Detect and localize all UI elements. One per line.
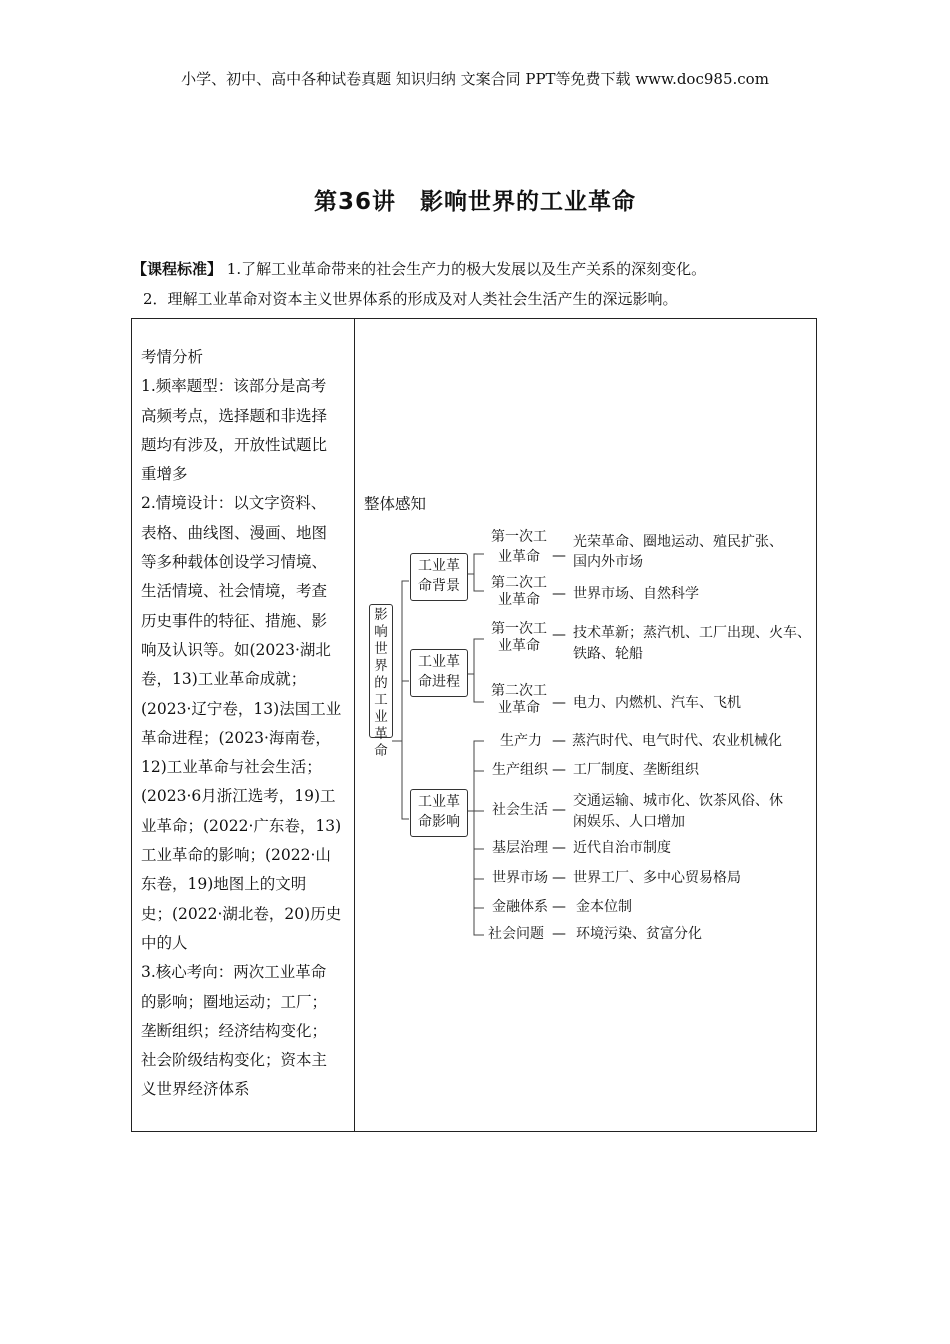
dash: — <box>552 899 566 915</box>
analysis-line: 1.频率题型：该部分是高考 <box>141 377 327 396</box>
analysis-line: 义世界经济体系 <box>141 1080 250 1099</box>
impact-value: 蒸汽时代、电气时代、农业机械化 <box>572 733 782 749</box>
analysis-heading: 考情分析 <box>141 348 204 366</box>
analysis-line: 历史事件的特征、措施、影 <box>141 611 328 630</box>
analysis-line: 2.情境设计：以文字资料、 <box>141 494 327 513</box>
dash: — <box>552 548 566 564</box>
dash: — <box>552 802 566 818</box>
impact-key: 社会生活 <box>492 802 548 818</box>
root-label: 影响世界的工业革命 <box>374 607 388 759</box>
analysis-line: 题均有涉及，开放性试题比 <box>141 435 328 454</box>
analysis-line: 垄断组织；经济结构变化； <box>141 1021 328 1040</box>
analysis-line: 等多种载体创设学习情境、 <box>141 553 328 572</box>
analysis-line: 革命进程；(2023·海南卷， <box>141 728 331 747</box>
impact-value: 金本位制 <box>576 899 632 915</box>
node-background <box>410 553 468 601</box>
analysis-line: 高频考点，选择题和非选择 <box>141 406 328 425</box>
impact-value: 世界工厂、多中心贸易格局 <box>573 870 741 886</box>
pr-second-label: 第二次工业革命 <box>491 683 547 716</box>
dash: — <box>552 627 566 643</box>
impact-key: 基层治理 <box>492 840 548 856</box>
impact-key: 世界市场 <box>492 870 548 886</box>
node-background-label: 工业革命背景 <box>418 558 460 594</box>
analysis-line: 业革命；(2022·广东卷，13) <box>141 816 342 835</box>
node-progress <box>410 649 468 697</box>
dash: — <box>552 926 566 942</box>
impact-value: 工厂制度、垄断组织 <box>573 762 699 778</box>
impact-key: 金融体系 <box>492 899 548 915</box>
dash: — <box>552 733 566 749</box>
node-progress-label: 工业革命进程 <box>418 654 460 690</box>
analysis-line: (2023·辽宁卷，13)法国工业 <box>141 699 342 718</box>
analysis-line: 12)工业革命与社会生活； <box>141 758 322 777</box>
page-header: 小学、初中、高中各种试卷真题 知识归纳 文案合同 PPT等免费下载 www.doc985.com <box>181 70 769 88</box>
analysis-line: 的影响；圈地运动；工厂； <box>141 992 328 1011</box>
analysis-line: 重增多 <box>141 465 188 484</box>
pr-first-text1: 技术革新；蒸汽机、工厂出现、火车、 <box>573 625 811 641</box>
curriculum-standard-2: 2．理解工业革命对资本主义世界体系的形成及对人类社会生活产生的深远影响。 <box>143 290 678 308</box>
analysis-line: 社会阶级结构变化；资本主 <box>141 1051 328 1070</box>
analysis-line: 史；(2022·湖北卷，20)历史 <box>141 904 342 923</box>
impact-value: 近代自治市制度 <box>573 840 671 856</box>
pr-first-label: 第一次工业革命 <box>491 621 547 654</box>
content-table <box>131 318 817 1132</box>
bg-first-text2: 国内外市场 <box>573 554 643 570</box>
analysis-line: 3.核心考向：两次工业革命 <box>141 963 327 982</box>
pr-second-text: 电力、内燃机、汽车、飞机 <box>573 695 741 711</box>
analysis-line: 东卷，19)地图上的文明 <box>141 875 307 894</box>
analysis-line: (2023·6月浙江选考，19)工 <box>141 787 336 806</box>
impact-key: 社会问题 <box>488 926 544 942</box>
pr-first-text2: 铁路、轮船 <box>573 646 643 662</box>
analysis-line: 工业革命的影响；(2022·山 <box>141 846 331 865</box>
mindmap-connectors <box>132 319 818 1133</box>
bg-second-text: 世界市场、自然科学 <box>573 586 699 602</box>
dash: — <box>552 762 566 778</box>
analysis-line: 中的人 <box>141 933 188 952</box>
node-impact <box>410 789 468 837</box>
analysis-line: 响及认识等。如(2023·湖北 <box>141 640 331 659</box>
impact-key: 生产力 <box>500 733 542 749</box>
impact-value: 环境污染、贫富分化 <box>576 926 702 942</box>
analysis-line: 表格、曲线图、漫画、地图 <box>141 523 328 542</box>
overview-heading: 整体感知 <box>364 495 427 513</box>
node-impact-label: 工业革命影响 <box>418 794 460 830</box>
lesson-title: 第36讲 影响世界的工业革命 <box>313 189 636 215</box>
root-node <box>369 604 393 759</box>
bg-first-text1: 光荣革命、圈地运动、殖民扩张、 <box>573 534 783 550</box>
curriculum-standard-1 <box>132 258 706 279</box>
standard-item-1: 1.了解工业革命带来的社会生产力的极大发展以及生产关系的深刻变化。 <box>226 260 707 278</box>
bg-second-label: 第二次工业革命 <box>491 575 547 608</box>
standard-label: 【课程标准】 <box>132 260 223 278</box>
dash: — <box>552 586 566 602</box>
dash: — <box>552 695 566 711</box>
dash: — <box>552 840 566 856</box>
analysis-line: 生活情境、社会情境，考查 <box>141 582 328 601</box>
analysis-line: 卷，13)工业革命成就； <box>141 670 307 689</box>
impact-key: 生产组织 <box>492 762 548 778</box>
impact-value: 交通运输、城市化、饮茶风俗、休 <box>573 793 783 809</box>
bg-first-label: 第一次工业革命 <box>491 529 547 565</box>
impact-value-cont: 闲娱乐、人口增加 <box>573 814 685 830</box>
dash: — <box>552 870 566 886</box>
